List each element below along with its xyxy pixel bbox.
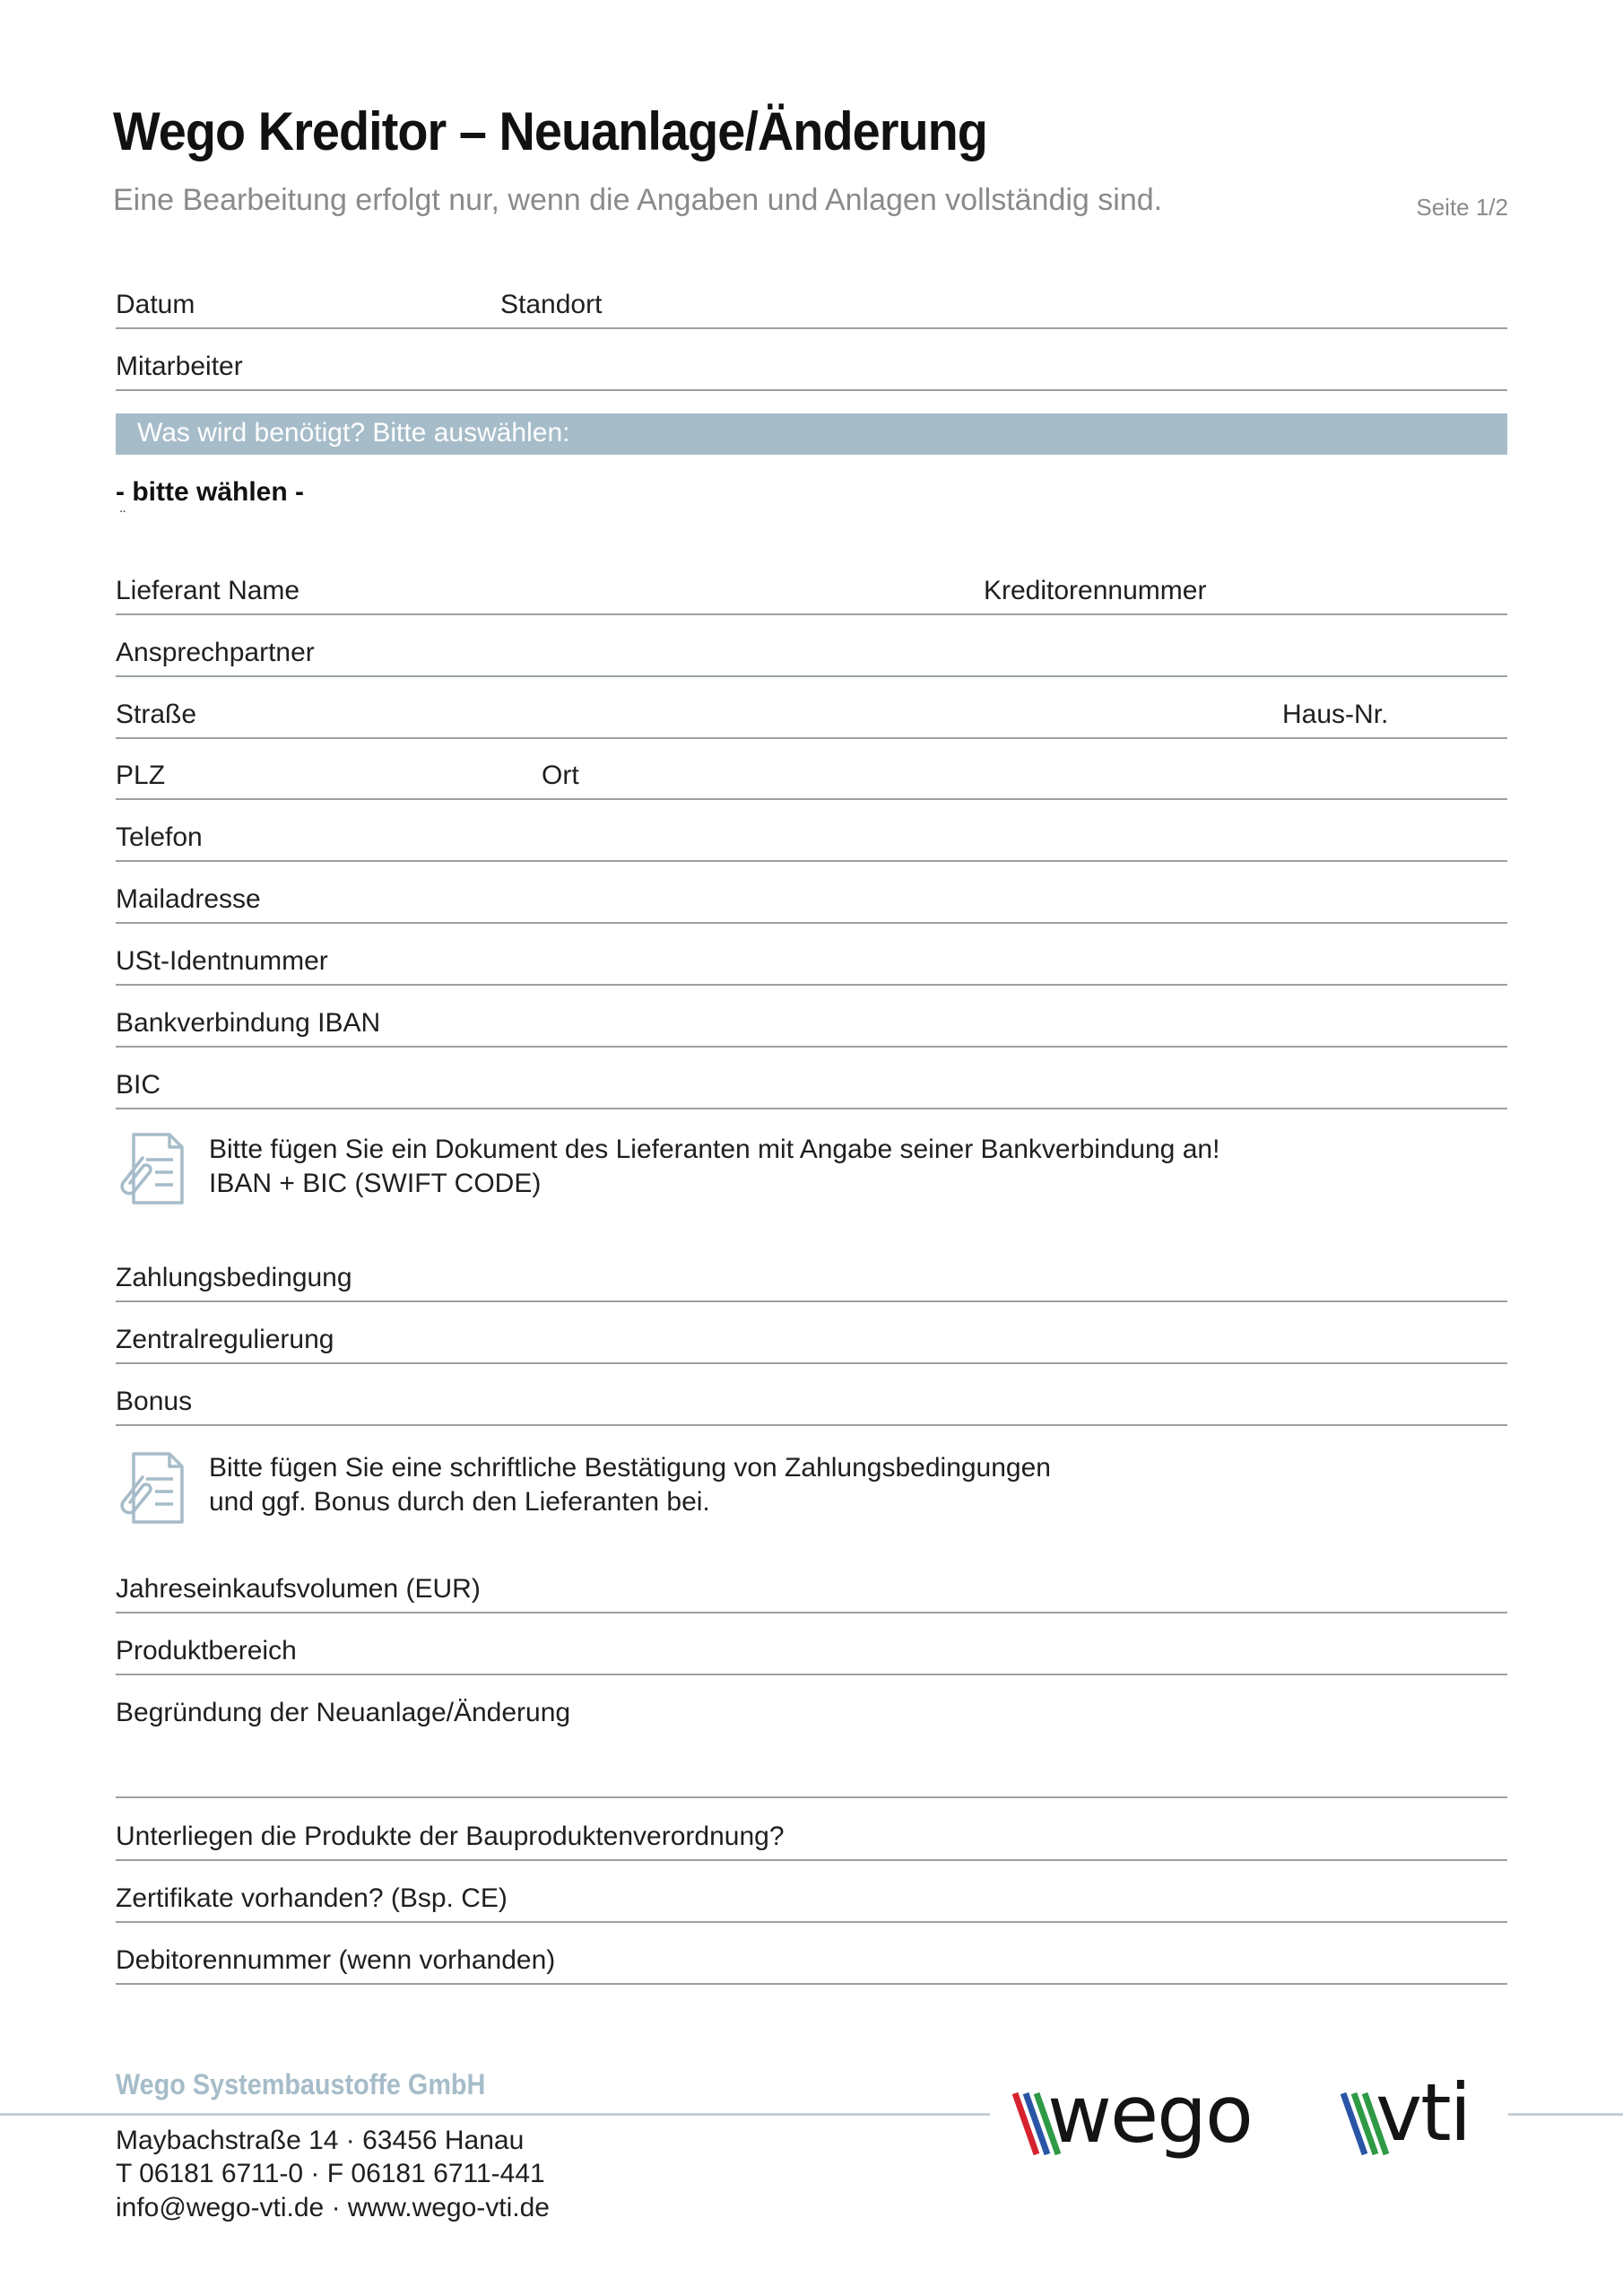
footer-phone: T 06181 6711-0 · F 06181 6711-441 <box>116 2159 545 2188</box>
field-bic[interactable] <box>116 1065 1507 1109</box>
field-row-plz-ort[interactable] <box>116 755 1507 800</box>
label-debitorennummer: Debitorennummer (wenn vorhanden) <box>116 1945 556 1975</box>
label-ansprechpartner: Ansprechpartner <box>116 638 315 667</box>
field-produktbereich[interactable] <box>116 1631 1507 1675</box>
bank-note-line1: Bitte fügen Sie ein Dokument des Lieferanten mit Angabe seiner Bankverbindung an! <box>209 1135 1220 1164</box>
footer-address: Maybachstraße 14 · 63456 Hanau <box>116 2126 525 2155</box>
label-bonus: Bonus <box>116 1387 193 1416</box>
label-ust: USt-Identnummer <box>116 946 328 976</box>
form-subtitle: Eine Bearbeitung erfolgt nur, wenn die Angaben und Anlagen vollständig sind. <box>113 183 1163 217</box>
field-debitorennummer[interactable] <box>116 1940 1507 1985</box>
footer-web: info@wego-vti.de · www.wego-vti.de <box>116 2193 550 2222</box>
field-mitarbeiter[interactable] <box>116 346 1507 391</box>
label-iban: Bankverbindung IBAN <box>116 1008 381 1038</box>
attachment-document-icon <box>114 1450 186 1526</box>
form-title: Wego Kreditor – Neuanlage/Änderung <box>113 101 987 161</box>
bonus-note-line1: Bitte fügen Sie eine schriftliche Bestätigung von Zahlungsbedingungen <box>209 1453 1051 1483</box>
label-bic: BIC <box>116 1070 161 1100</box>
field-row-lieferant[interactable] <box>116 570 1507 615</box>
bonus-note-line2: und ggf. Bonus durch den Lieferanten bei. <box>209 1487 710 1517</box>
wego-logo <box>1011 2063 1298 2161</box>
label-standort: Standort <box>500 290 603 319</box>
field-ust[interactable] <box>116 941 1507 986</box>
label-hausnr: Haus-Nr. <box>1282 700 1389 729</box>
label-jahreseinkauf: Jahreseinkaufsvolumen (EUR) <box>116 1574 481 1604</box>
label-begruendung: Begründung der Neuanlage/Änderung <box>116 1698 571 1727</box>
field-ansprechpartner[interactable] <box>116 632 1507 677</box>
field-zertifikate[interactable] <box>116 1878 1507 1923</box>
label-kreditorennummer: Kreditorennummer <box>984 576 1207 605</box>
field-begruendung[interactable] <box>116 1692 1507 1798</box>
bank-note-line2: IBAN + BIC (SWIFT CODE) <box>209 1169 542 1198</box>
label-plz: PLZ <box>116 761 166 790</box>
label-strasse: Straße <box>116 700 197 729</box>
attachment-document-icon <box>114 1131 186 1206</box>
label-mitarbeiter: Mitarbeiter <box>116 352 243 381</box>
label-mailadresse: Mailadresse <box>116 884 261 914</box>
selection-band <box>116 413 1507 455</box>
selection-band-label: Was wird benötigt? Bitte auswählen: <box>137 418 570 448</box>
label-produktbereich: Produktbereich <box>116 1636 297 1665</box>
label-lieferant-name: Lieferant Name <box>116 576 300 605</box>
field-zentralregulierung[interactable] <box>116 1319 1507 1364</box>
label-zertifikate: Zertifikate vorhanden? (Bsp. CE) <box>116 1883 508 1913</box>
label-bauprodukte: Unterliegen die Produkte der Bauproduktenverordnung? <box>116 1822 785 1851</box>
field-mailadresse[interactable] <box>116 879 1507 924</box>
field-bonus[interactable] <box>116 1381 1507 1426</box>
selection-dots: ¨ <box>120 508 126 526</box>
label-zahlungsbedingung: Zahlungsbedingung <box>116 1263 352 1292</box>
selection-dropdown[interactable]: - bitte wählen - <box>116 477 304 507</box>
label-zentralregulierung: Zentralregulierung <box>116 1325 334 1354</box>
field-iban[interactable] <box>116 1003 1507 1048</box>
company-name: Wego Systembaustoffe GmbH <box>116 2068 486 2100</box>
bank-note <box>209 1133 1219 1201</box>
footer-divider <box>1508 2113 1623 2116</box>
field-jahreseinkauf[interactable] <box>116 1569 1507 1613</box>
vti-logo-text: vti <box>1376 2066 1471 2159</box>
label-telefon: Telefon <box>116 822 203 852</box>
footer-divider <box>0 2113 990 2116</box>
label-ort: Ort <box>542 761 579 790</box>
field-row-datum-standort[interactable] <box>116 284 1507 329</box>
wego-logo-text: wego <box>1047 2068 1252 2161</box>
page-number: Seite 1/2 <box>1416 194 1508 221</box>
vti-logo <box>1340 2059 1501 2161</box>
field-bauprodukte[interactable] <box>116 1816 1507 1861</box>
bonus-note <box>209 1451 1051 1519</box>
field-zahlungsbedingung[interactable] <box>116 1257 1507 1302</box>
field-telefon[interactable] <box>116 817 1507 862</box>
field-row-strasse[interactable] <box>116 694 1507 739</box>
label-datum: Datum <box>116 290 195 319</box>
